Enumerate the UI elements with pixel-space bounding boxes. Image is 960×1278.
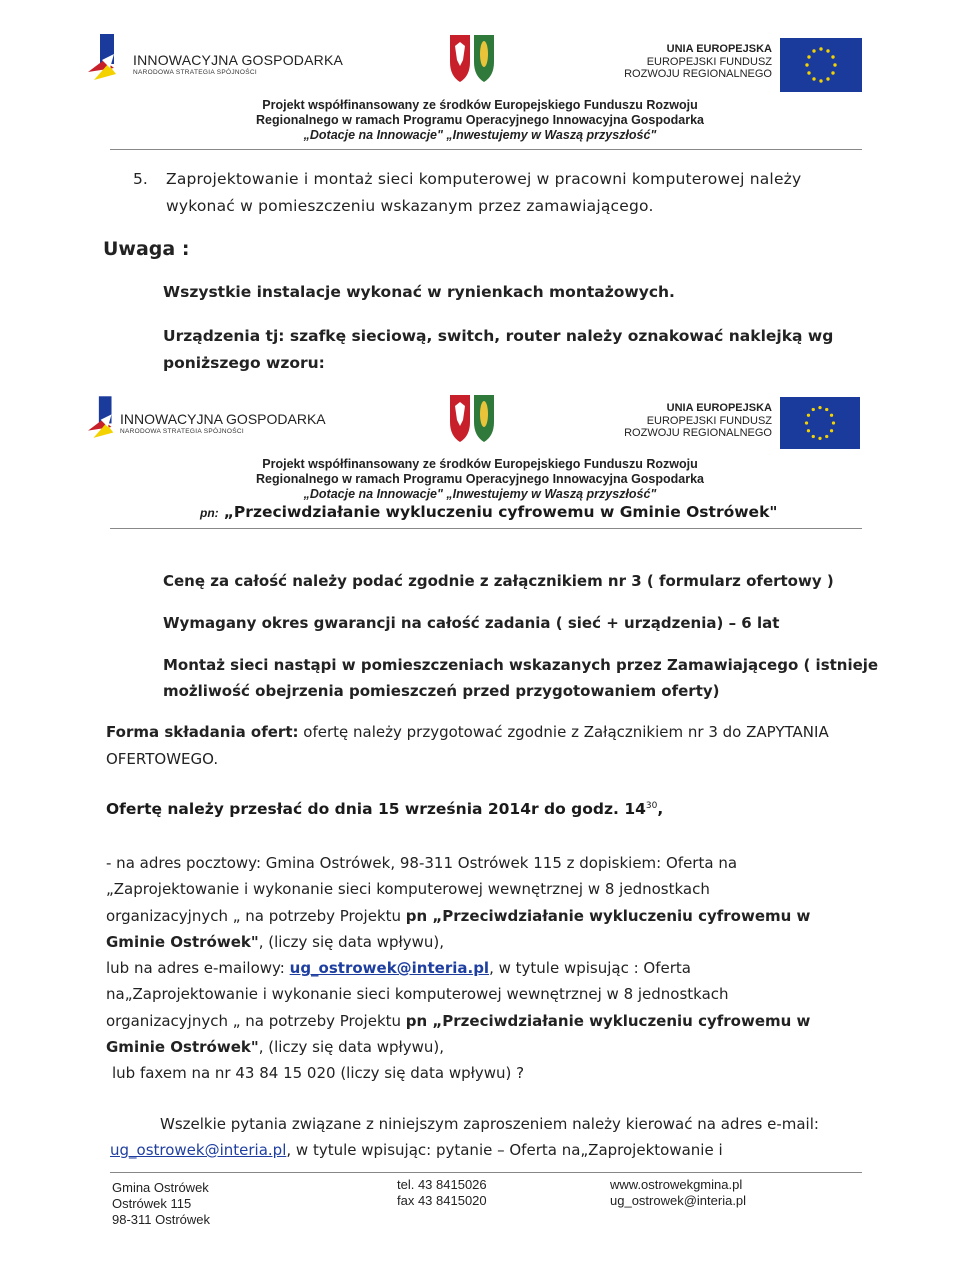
crest-icon — [447, 392, 497, 448]
project-text — [130, 457, 830, 502]
project-line3: „Dotacje na Innowacje" „Inwestujemy w Waszą przyszłość" — [303, 487, 657, 501]
footer-tel: tel. 43 8415026 — [397, 1177, 487, 1192]
delivery-l4 — [106, 929, 444, 955]
delivery-l5b: , w tytule wpisując : Oferta — [489, 959, 691, 977]
delivery-l3 — [106, 903, 810, 929]
header-divider — [110, 149, 862, 150]
project-line1: Projekt współfinansowany ze środków Europejskiego Funduszu Rozwoju — [262, 98, 698, 112]
delivery-l8 — [106, 1034, 444, 1060]
delivery-l6: na„Zaprojektowanie i wykonanie sieci komputerowej wewnętrznej w 8 jednostkach — [106, 985, 729, 1003]
eu-line2: EUROPEJSKI FUNDUSZ — [646, 414, 772, 427]
eu-line1: UNIA EUROPEJSKA — [666, 402, 772, 414]
delivery-l5 — [106, 955, 691, 981]
questions-l1: Wszelkie pytania związane z niniejszym zaproszeniem należy kierować na adres e-mail: — [160, 1115, 819, 1133]
item5-line2: wykonać w pomieszczeniu wskazanym przez zamawiającego. — [166, 197, 654, 215]
delivery-l9: lub faxem na nr 43 84 15 020 (liczy się data wpływu) ? — [112, 1064, 525, 1082]
deadline-sup: 30 — [645, 800, 658, 811]
item5-number: 5. — [133, 170, 148, 188]
email-link[interactable]: ug_ostrowek@interia.pl — [289, 959, 490, 977]
item5-line1: Zaprojektowanie i montaż sieci komputerowej w pracowni komputerowej należy — [166, 170, 802, 188]
footer-col2 — [397, 1177, 487, 1209]
delivery-l3b: pn „Przeciwdziałanie wykluczeniu cyfrowemu w — [405, 907, 811, 925]
montaz-line2: możliwość obejrzenia pomieszczeń przed przygotowaniem oferty) — [163, 682, 720, 700]
delivery-l8a: Gminie Ostrówek" — [106, 1038, 259, 1056]
innowacyjna-logo-icon — [88, 34, 130, 82]
project-line2: Regionalnego w ramach Programu Operacyjnego Innowacyjna Gospodarka — [255, 472, 705, 486]
pn-title: „Przeciwdziałanie wykluczeniu cyfrowemu w Gminie Ostrówek" — [223, 503, 778, 521]
forma-text1: ofertę należy przygotować zgodnie z Załącznikiem nr 3 do ZAPYTANIA — [303, 723, 829, 741]
warranty-text: Wymagany okres gwarancji na całość zadania ( sieć + urządzenia) – 6 lat — [163, 614, 780, 632]
footer-col3 — [610, 1177, 746, 1209]
footer-col1 — [112, 1180, 210, 1228]
pn-prefix: pn: — [200, 506, 219, 520]
uwaga-label: Uwaga : — [103, 238, 190, 260]
questions-l2 — [110, 1137, 723, 1163]
questions-email-link[interactable]: ug_ostrowek@interia.pl — [110, 1141, 287, 1159]
eu-line3: ROZWOJU REGIONALNEGO — [624, 68, 772, 80]
eu-text — [552, 43, 772, 81]
price-text: Cenę za całość należy podać zgodnie z załącznikiem nr 3 ( formularz ofertowy ) — [163, 572, 834, 590]
montaz-line1: Montaż sieci nastąpi w pomieszczeniach wskazanych przez Zamawiającego ( istnieje — [163, 656, 879, 674]
footer-email[interactable]: ug_ostrowek@interia.pl — [610, 1193, 747, 1208]
delivery-l1: - na adres pocztowy: Gmina Ostrówek, 98-311 Ostrówek 115 z dopiskiem: Oferta na — [106, 854, 738, 872]
footer-www[interactable]: www.ostrowekgmina.pl — [610, 1177, 743, 1192]
top-header — [0, 0, 960, 150]
project-text — [130, 98, 830, 143]
footer-postcode: 98-311 Ostrówek — [112, 1212, 211, 1227]
footer-fax: fax 43 8415020 — [397, 1193, 487, 1208]
footer-name: Gmina Ostrówek — [112, 1180, 209, 1195]
innowacyjna-title: INNOWACYJNA GOSPODARKA — [133, 52, 344, 68]
delivery-l4a: Gminie Ostrówek" — [106, 933, 259, 951]
delivery-l7a: organizacyjnych „ na potrzeby Projektu — [106, 1012, 406, 1030]
eu-line1: UNIA EUROPEJSKA — [666, 43, 772, 55]
deadline-tail: , — [657, 800, 664, 818]
uwaga-line1: Wszystkie instalacje wykonać w rynienkach montażowych. — [163, 283, 675, 301]
eu-flag-icon — [780, 397, 860, 449]
sticker-pn-line — [200, 502, 777, 521]
sticker-divider — [110, 528, 862, 529]
forma-text2: OFERTOWEGO. — [106, 750, 219, 768]
footer-street: Ostrówek 115 — [112, 1196, 192, 1211]
eu-line2: EUROPEJSKI FUNDUSZ — [646, 55, 772, 68]
eu-flag-icon — [780, 38, 862, 92]
innowacyjna-subtitle: NARODOWA STRATEGIA SPÓJNOŚCI — [133, 69, 257, 76]
innowacyjna-title: INNOWACYJNA GOSPODARKA — [120, 411, 326, 427]
delivery-l5a: lub na adres e-mailowy: — [106, 959, 290, 977]
delivery-l3a: organizacyjnych „ na potrzeby Projektu — [106, 907, 406, 925]
sticker-sample — [0, 390, 960, 530]
crest-icon — [447, 32, 497, 88]
deadline — [106, 800, 663, 818]
footer-divider — [110, 1172, 862, 1173]
delivery-l7 — [106, 1008, 810, 1034]
delivery-l7b: pn „Przeciwdziałanie wykluczeniu cyfrowemu w — [405, 1012, 811, 1030]
eu-line3: ROZWOJU REGIONALNEGO — [624, 427, 772, 439]
delivery-l8b: , (liczy się data wpływu), — [258, 1038, 445, 1056]
project-line2: Regionalnego w ramach Programu Operacyjnego Innowacyjna Gospodarka — [255, 113, 705, 127]
uwaga-line3: poniższego wzoru: — [163, 354, 325, 372]
eu-text — [552, 402, 772, 440]
deadline-text: Ofertę należy przesłać do dnia 15 września 2014r do godz. 14 — [106, 800, 646, 818]
forma-label: Forma składania ofert: — [106, 723, 299, 741]
project-line1: Projekt współfinansowany ze środków Europejskiego Funduszu Rozwoju — [262, 457, 698, 471]
innowacyjna-subtitle: NARODOWA STRATEGIA SPÓJNOŚCI — [120, 428, 244, 435]
delivery-l4b: , (liczy się data wpływu), — [258, 933, 445, 951]
delivery-l2: „Zaprojektowanie i wykonanie sieci komputerowej wewnętrznej w 8 jednostkach — [106, 880, 710, 898]
project-line3: „Dotacje na Innowacje" „Inwestujemy w Waszą przyszłość" — [303, 128, 657, 142]
uwaga-line2: Urządzenia tj: szafkę sieciową, switch, router należy oznakować naklejką wg — [163, 327, 834, 345]
questions-l2b: , w tytule wpisując: pytanie – Oferta na„Zaprojektowanie i — [286, 1141, 723, 1159]
forma-line1 — [106, 719, 829, 745]
